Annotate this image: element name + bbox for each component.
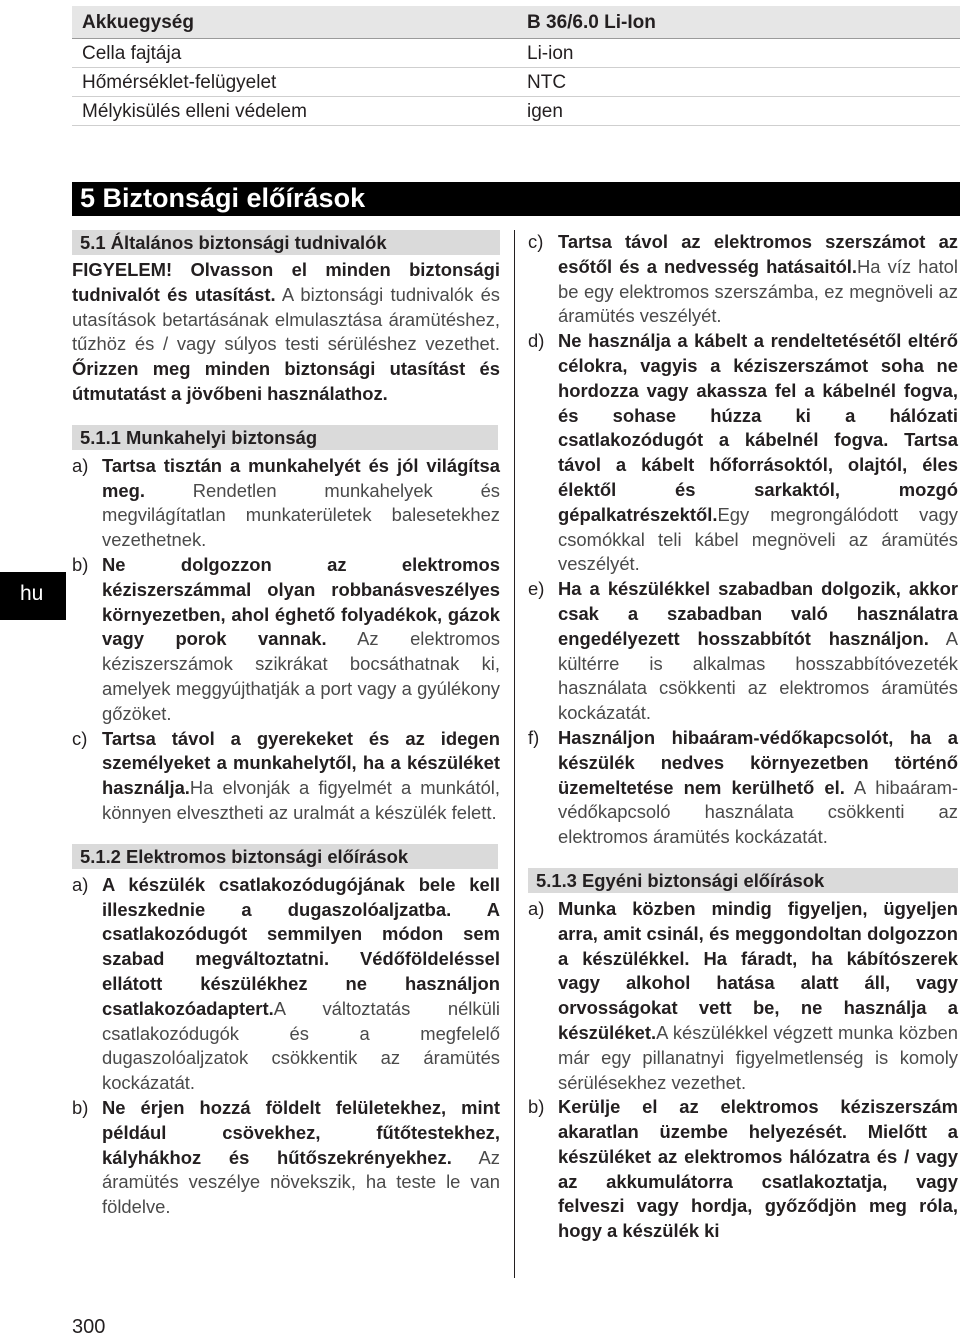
spec-table xyxy=(72,6,960,126)
warning-paragraph xyxy=(72,258,500,407)
list-item: a) A készülék csatlakozódugójának bele kell illeszkednie a dugaszolóaljzatba. A csatlakozódugót semmilyen módon sem szabad megváltoztatni. Védőföldeléssel ellátott készülékhez ne használjon csatlakozóadaptert.A változtatás nélküli csatlakozódugók és a megfelelő dugaszolóaljzatok csökkentik az áramütés kockázatát. xyxy=(72,873,500,1094)
spec-header-value: B 36/6.0 Li-Ion xyxy=(527,12,656,33)
spec-row xyxy=(72,39,960,68)
list-item: a) Munka közben mindig figyeljen, ügyeljen arra, amit csinál, és meggondoltan dolgozzon a készülékkel. Ha fáradt, ha kábítószerek vagy alkohol hatása alatt áll, vagy orvosságokat vett be, ne használja a készüléket.A készülékkel végzett munka közben már egy pillanatnyi figyelmetlenség is komoly sérülésekhez vezethet. xyxy=(528,897,958,1093)
spec-header-key: Akkuegység xyxy=(82,12,194,33)
spec-key: Cella fajtája xyxy=(82,43,182,64)
spec-value: igen xyxy=(527,101,563,122)
spec-key: Hőmérséklet-felügyelet xyxy=(82,72,277,93)
language-tab xyxy=(0,572,66,620)
spec-row xyxy=(72,68,960,97)
list-item: d) Ne használja a kábelt a rendeltetésétől eltérő célokra, vagyis a kéziszerszámot soha ne hordozza vagy akassza fel a kábelnél fogva, és sohase húzza ki a hálózati csatlakozódugót a kábelnél fogva. Tartsa távol a kábelt hőforrásoktól, olajtól, éles élektől és sarkaktól, mozgó gépalkatrészektől.Egy megrongálódott vagy csomókkal teli kábel megnöveli az áramütés veszélyét. xyxy=(528,330,958,575)
list-item: b) Ne érjen hozzá földelt felületekhez, mint például csövekhez, fűtőtestekhez, kályhákhoz és hűtőszekrényekhez. Az áramütés veszélye növekszik, ha teste le van földelve. xyxy=(72,1096,500,1218)
list-item: e) Ha a készülékkel szabadban dolgozik, akkor csak a szabadban való használatra engedélyezett hosszabbítót használjon. A kültérre is alkalmas hosszabbítóvezeték használata csökkenti az elektromos áramütés kockázatát. xyxy=(528,578,958,724)
spec-key: Mélykisülés elleni védelem xyxy=(82,101,307,122)
subsection-heading-5-1-1: 5.1.1 Munkahelyi biztonság xyxy=(72,425,498,450)
subsection-heading-5-1: 5.1 Általános biztonsági tudnivalók xyxy=(72,230,500,255)
list-item: c) Tartsa távol a gyerekeket és az idegen személyeket a munkahelytől, ha a készüléket használja.Ha elvonják a figyelmét a munkától, könnyen elvesztheti az uralmát a készülék felett. xyxy=(72,727,500,823)
list-item: c) Tartsa távol az elektromos szerszámot az esőtől és a nedvesség hatásaitól.Ha víz hatol be egy elektromos szerszámba, ez megnöveli az áramütés veszélyét. xyxy=(528,231,958,327)
subsection-heading-5-1-3: 5.1.3 Egyéni biztonsági előírások xyxy=(528,868,958,893)
spec-value: NTC xyxy=(527,72,567,93)
warning-bold-2: Őrizzen meg minden biztonsági utasítást és útmutatást a jövőbeni használathoz. xyxy=(72,358,500,404)
subsection-heading-5-1-2: 5.1.2 Elektromos biztonsági előírások xyxy=(72,844,498,869)
list-item: f) Használjon hibaáram-védőkapcsolót, ha a készülék nedves környezetben történő üzemeltetése nem kerülhető el. A hibaáram-védőkapcsoló használata csökkenti az elektromos áramütés kockázatát. xyxy=(528,726,959,848)
right-column xyxy=(528,230,958,1244)
language-tab-label: hu xyxy=(20,582,44,605)
page-number: 300 xyxy=(72,1316,106,1338)
list-item: a) Tartsa tisztán a munkahelyét és jól világítsa meg. Rendetlen munkahelyek és megvilágítatlan munkaterületek balesetekhez vezethetnek. xyxy=(72,454,500,551)
left-column xyxy=(72,230,500,1220)
spec-row xyxy=(72,97,960,126)
warning-bold: FIGYELEM! Olvasson el minden biztonsági tudnivalót és utasítást. xyxy=(72,259,500,305)
spec-table-header xyxy=(72,6,960,39)
warning-text: A biztonsági tudnivalók és utasítások betartásának elmulasztása áramütéshez, tűzhöz és / vagy súlyos testi sérüléshez vezethet. xyxy=(72,283,500,355)
section-title xyxy=(72,182,960,216)
section-title-text: 5 Biztonsági előírások xyxy=(80,183,366,213)
spec-value: Li-ion xyxy=(527,43,574,64)
list-item: b) Kerülje el az elektromos kéziszerszám akaratlan üzembe helyezését. Mielőtt a készüléket az elektromos hálózatra és / vagy az akkumulátorra csatlakoztatja, vagy felveszi vagy hordja, győződjön meg róla, hogy a készülék ki xyxy=(528,1096,958,1242)
list-item: b) Ne dolgozzon az elektromos kéziszerszámmal olyan robbanásveszélyes környezetben, ahol éghető folyadékok, gázok vagy porok vannak. Az elektromos kéziszerszámok szikrákat bocsáthatnak ki, amelyek meggyújthatják a port vagy a gyúlékony gőzöket. xyxy=(72,553,501,724)
column-divider xyxy=(514,230,515,1278)
